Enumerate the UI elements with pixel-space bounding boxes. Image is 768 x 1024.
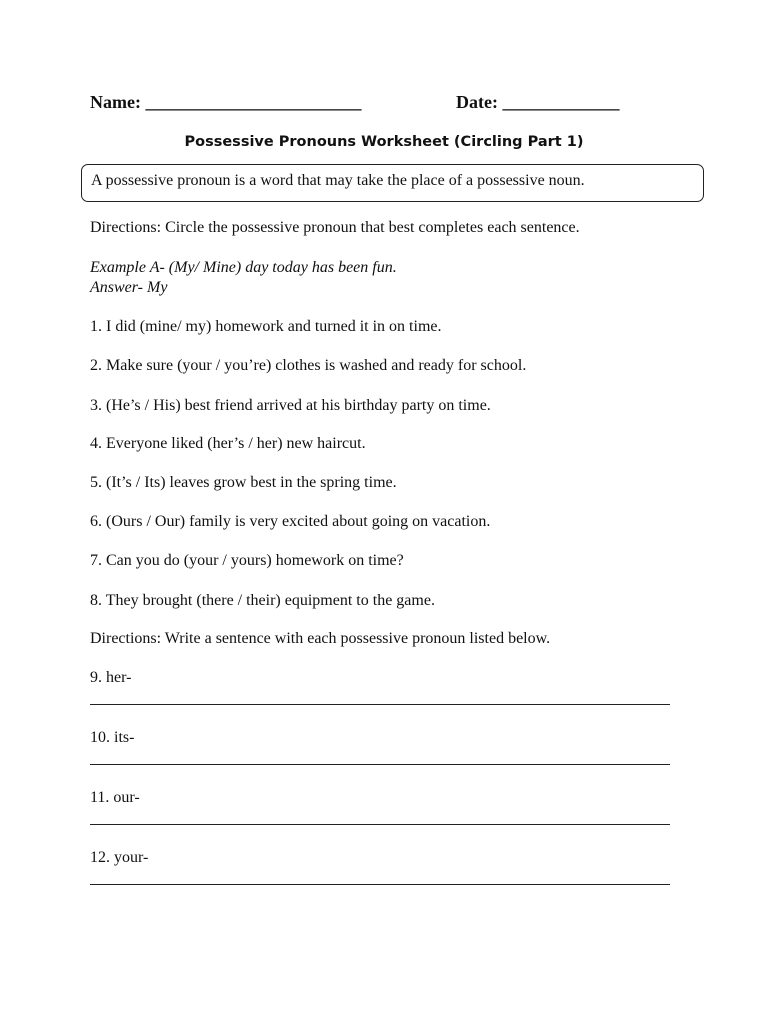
definition-box	[81, 164, 704, 202]
question-2: 2. Make sure (your / you’re) clothes is washed and ready for school.	[90, 357, 527, 374]
definition-text: A possessive pronoun is a word that may take the place of a possessive noun.	[91, 172, 585, 189]
answer-line-its[interactable]	[90, 764, 670, 765]
prompt-her: 9. her-	[90, 669, 132, 686]
worksheet-title: Possessive Pronouns Worksheet (Circling Part 1)	[184, 134, 584, 150]
example-answer: Answer- My	[90, 279, 168, 296]
question-6: 6. (Ours / Our) family is very excited about going on vacation.	[90, 513, 491, 530]
prompt-our: 11. our-	[90, 789, 140, 806]
prompt-your: 12. your-	[90, 849, 149, 866]
directions-write: Directions: Write a sentence with each possessive pronoun listed below.	[90, 630, 551, 647]
example-question: Example A- (My/ Mine) day today has been fun.	[90, 259, 397, 276]
question-1: 1. I did (mine/ my) homework and turned it in on time.	[90, 318, 442, 335]
question-3: 3. (He’s / His) best friend arrived at his birthday party on time.	[90, 397, 491, 414]
question-8: 8. They brought (there / their) equipment to the game.	[90, 592, 435, 609]
question-7: 7. Can you do (your / yours) homework on time?	[90, 552, 404, 569]
question-4: 4. Everyone liked (her’s / her) new haircut.	[90, 435, 366, 452]
answer-line-our[interactable]	[90, 824, 670, 825]
date-field-label: Date: _____________	[456, 92, 620, 112]
question-5: 5. (It’s / Its) leaves grow best in the spring time.	[90, 474, 397, 491]
directions-circle: Directions: Circle the possessive pronoun that best completes each sentence.	[90, 219, 580, 236]
answer-line-her[interactable]	[90, 704, 670, 705]
name-field-label: Name: ________________________	[90, 92, 362, 112]
answer-line-your[interactable]	[90, 884, 670, 885]
prompt-its: 10. its-	[90, 729, 135, 746]
